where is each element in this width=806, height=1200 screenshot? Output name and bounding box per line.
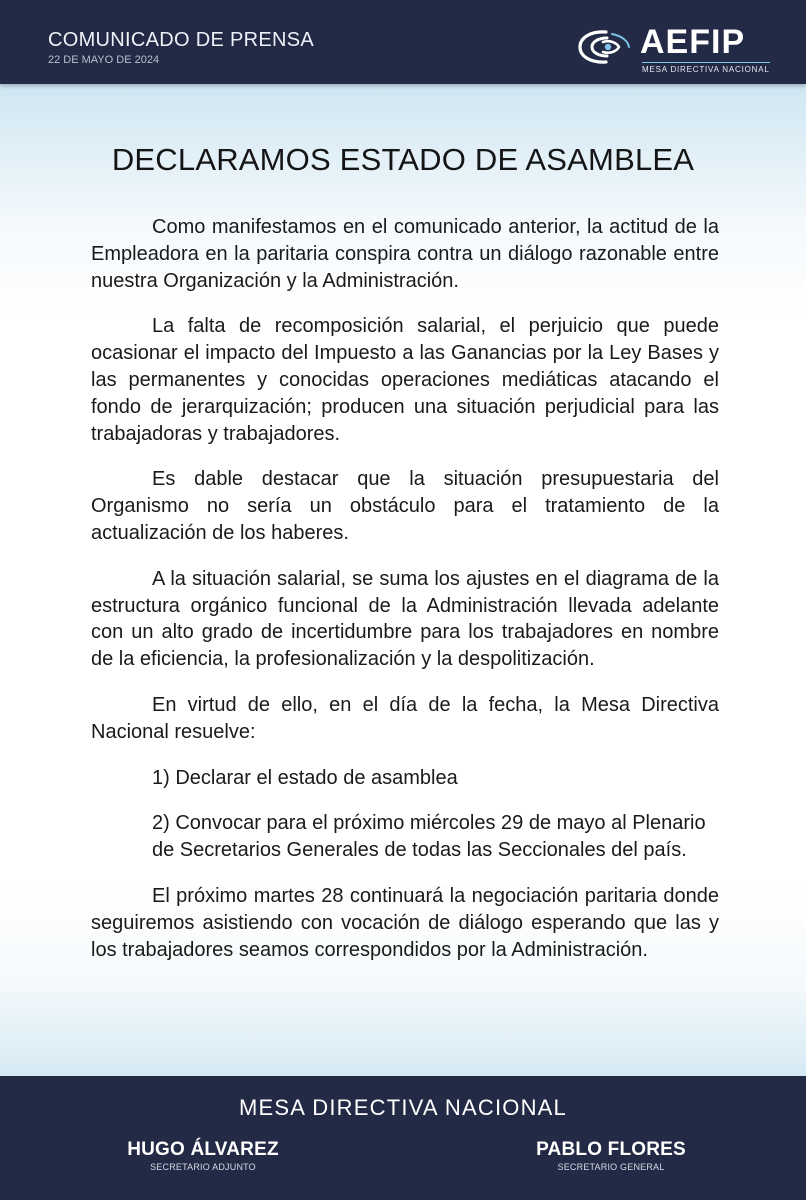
- document-title: DECLARAMOS ESTADO DE ASAMBLEA: [111, 142, 695, 177]
- paragraph: En virtud de ello, en el día de la fecha, la Mesa Directiva Nacional resuelve:: [91, 693, 719, 743]
- document-body: [91, 214, 719, 963]
- signer-role: SECRETARIO GENERAL: [557, 1162, 665, 1172]
- paragraph: La falta de recomposición salarial, el perjuicio que puede ocasionar el impacto del Impuesto a las Ganancias por la Ley Bases y las permanentes y conocidas operaciones mediáticas atacando el fondo de jerarquización; producen una situación perjudicial para las trabajadoras y trabajadores.: [91, 315, 719, 445]
- resolution-item: 2) Convocar para el próximo miércoles 29 de mayo al Plenario de Secretarios Generales de todas las Seccionales del país.: [152, 812, 706, 862]
- header-date: 22 DE MAYO DE 2024: [48, 54, 160, 66]
- signer-role: SECRETARIO ADJUNTO: [150, 1162, 256, 1172]
- header-title: COMUNICADO DE PRENSA: [48, 29, 315, 51]
- signer-adjunto: [110, 1139, 296, 1173]
- paragraph: A la situación salarial, se suma los ajustes en el diagrama de la estructura orgánico funcional de la Administración llevada adelante con un alto grado de incertidumbre para los trabajadores en nombre de la eficiencia, la profesionalización y la despolitización.: [91, 567, 719, 671]
- signer-name: PABLO FLORES: [536, 1139, 686, 1160]
- header-bar: [0, 0, 806, 84]
- signer-general: [518, 1139, 704, 1173]
- closing-paragraph: El próximo martes 28 continuará la negociación paritaria donde seguiremos asistiendo con vocación de diálogo esperando que las y los trabajadores seamos correspondidos por la Administración.: [91, 884, 719, 961]
- paragraph: Como manifestamos en el comunicado anterior, la actitud de la Empleadora en la paritaria conspira contra un diálogo razonable entre nuestra Organización y la Administración.: [91, 216, 719, 292]
- logo-name: AEFIP: [640, 23, 746, 61]
- signer-name: HUGO ÁLVAREZ: [127, 1139, 279, 1160]
- logo-subtitle: MESA DIRECTIVA NACIONAL: [642, 62, 770, 74]
- aefip-logo: [574, 22, 774, 76]
- paragraph: Es dable destacar que la situación presupuestaria del Organismo no sería un obstáculo para el tratamiento de la actualización de los haberes.: [91, 468, 719, 544]
- footer-title: MESA DIRECTIVA NACIONAL: [239, 1095, 567, 1120]
- aefip-logo-icon: [576, 28, 632, 66]
- resolution-item: 1) Declarar el estado de asamblea: [152, 766, 458, 789]
